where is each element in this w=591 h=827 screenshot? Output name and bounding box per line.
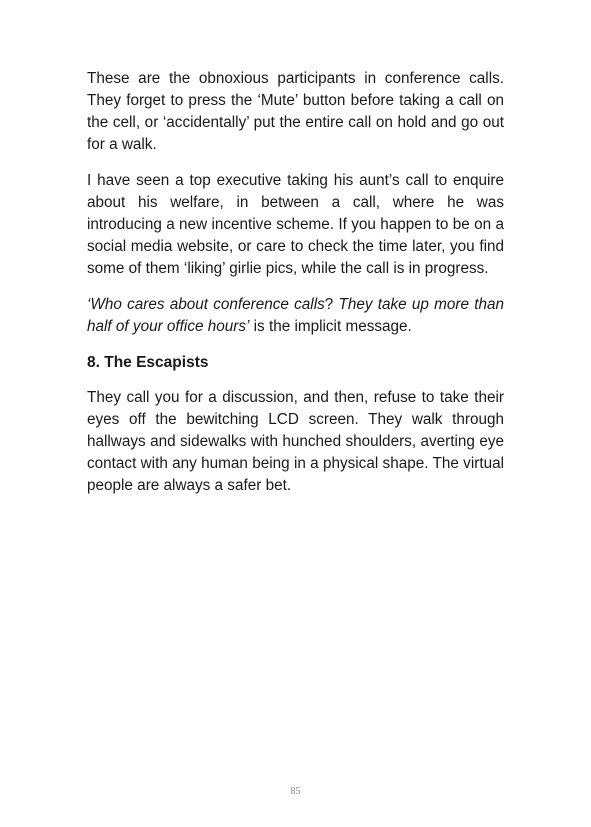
paragraph-mute-participants: These are the obnoxious participants in conference calls. They forget to press the ‘Mute’ button before taking a call on the cell, or ‘accidentally’ put the entire call on hold and go out for a walk. (87, 70, 504, 153)
section-heading-escapists: 8. The Escapists (87, 354, 209, 371)
implicit-message-quote-end: They take up more than half of your office hours’ (87, 296, 505, 335)
implicit-message-tail: is the implicit message. (249, 318, 412, 335)
page-number: 85 (290, 786, 301, 797)
implicit-message-quote-start: ‘Who cares about conference calls (87, 296, 325, 313)
paragraph-executive-anecdote: I have seen a top executive taking his aunt’s call to enquire about his welfare, in between a call, where he was introducing a new incentive scheme. If you happen to be on a social media website, or care to check the time later, you find some of them ‘liking’ girlie pics, while the call is in progress. (87, 172, 504, 277)
page-body (87, 68, 504, 511)
paragraph-escapists-body: They call you for a discussion, and then, refuse to take their eyes off the bewitching LCD screen. They walk through hallways and sidewalks with hunched shoulders, averting eye contact with any human being in a physical shape. The virtual people are always a safer bet. (87, 389, 504, 494)
paragraph-implicit-message (87, 294, 504, 338)
implicit-message-question-mark: ? (324, 296, 334, 313)
